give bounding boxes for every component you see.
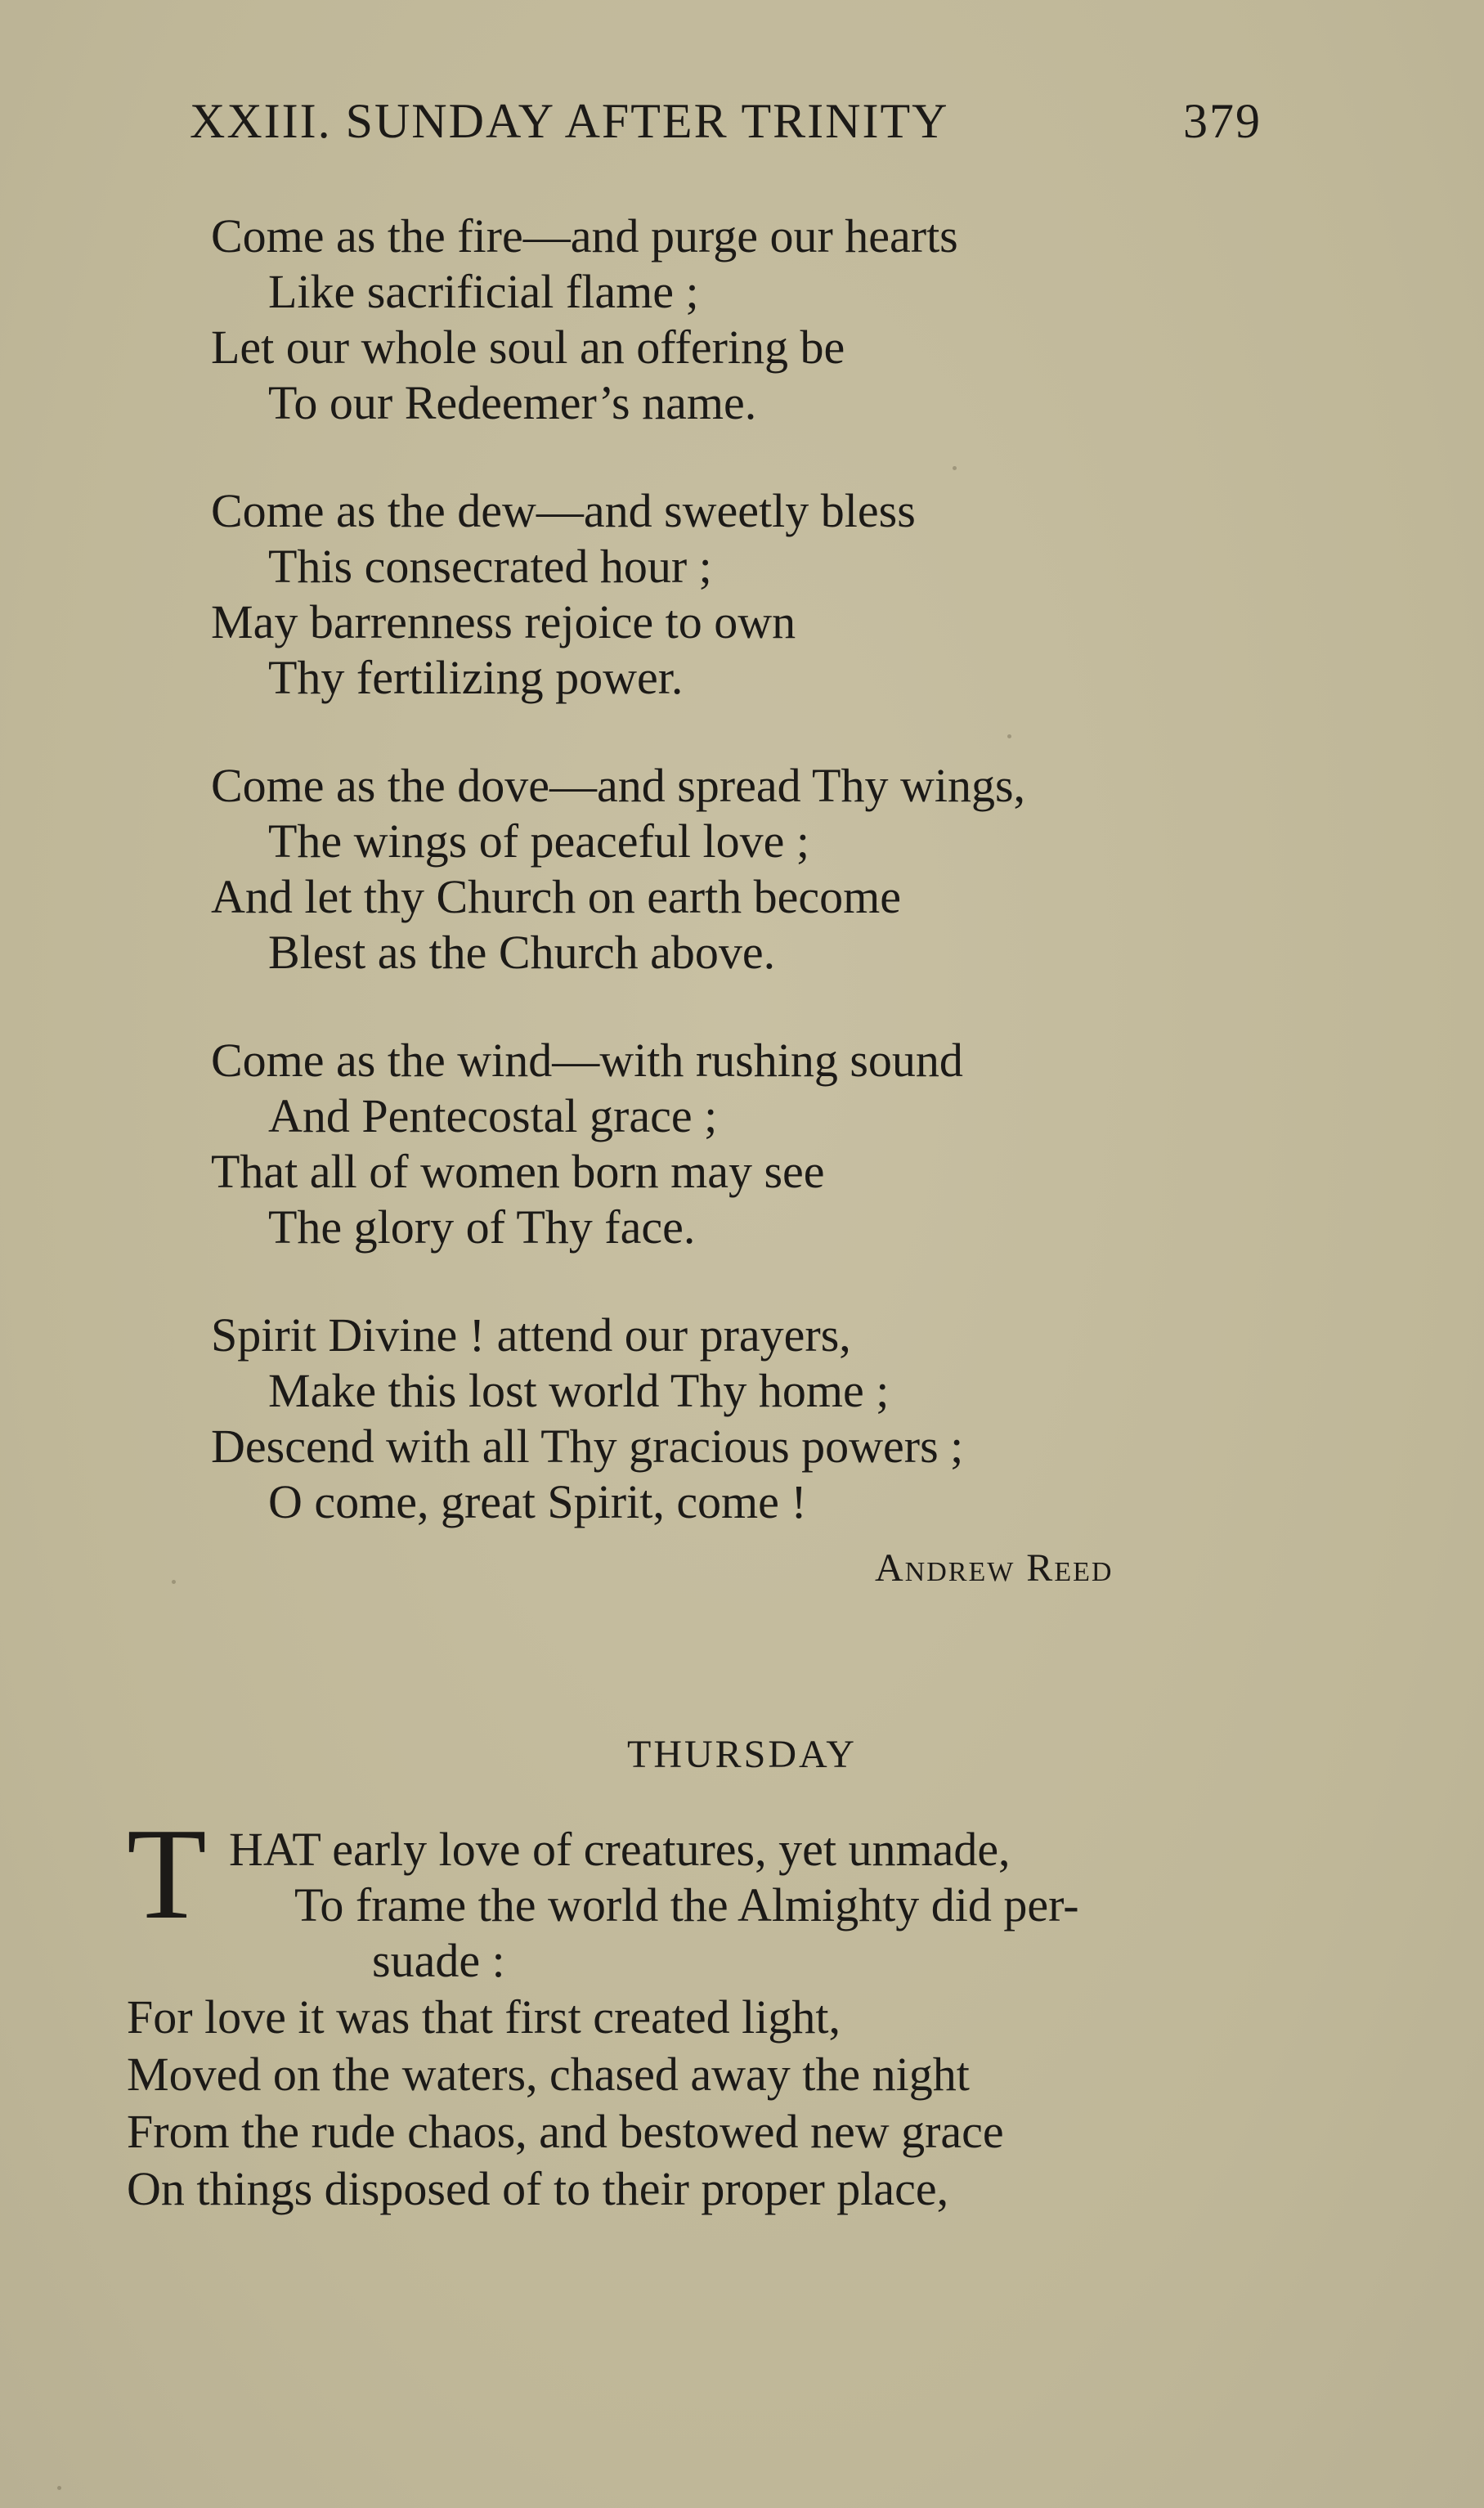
stanza-5 xyxy=(211,1308,1274,1530)
verse-line: Blest as the Church above. xyxy=(268,926,776,979)
running-head xyxy=(190,88,1293,154)
verse-line: On things disposed of to their proper place, xyxy=(127,2162,949,2215)
author-attribution: Andrew Reed xyxy=(875,1546,1114,1590)
verse-line: suade : xyxy=(372,1934,505,1987)
remaining-lines xyxy=(127,1989,1402,2218)
verse-line: Descend with all Thy gracious powers ; xyxy=(211,1420,964,1473)
verse-line: And Pentecostal grace ; xyxy=(268,1089,718,1142)
hymn xyxy=(211,209,1274,1582)
verse-line: Make this lost world Thy home ; xyxy=(268,1364,890,1417)
verse-line: May barrenness rejoice to own xyxy=(211,595,796,648)
verse-line: Let our whole soul an offering be xyxy=(211,321,845,374)
verse-line: And let thy Church on earth become xyxy=(211,870,901,923)
verse-line: Come as the dove—and spread Thy wings, xyxy=(211,759,1026,812)
running-head-title: XXIII. SUNDAY AFTER TRINITY xyxy=(190,94,949,148)
verse-line: Moved on the waters, chased away the night xyxy=(127,2048,970,2101)
verse-line: From the rude chaos, and bestowed new grace xyxy=(127,2105,1004,2158)
stanza-4 xyxy=(211,1033,1274,1255)
verse-line: HAT early love of creatures, yet unmade, xyxy=(229,1823,1011,1876)
verse-line: Come as the dew—and sweetly bless xyxy=(211,484,916,537)
verse-line: Thy fertilizing power. xyxy=(268,651,684,704)
verse-line: The wings of peaceful love ; xyxy=(268,814,809,868)
verse-line: This consecrated hour ; xyxy=(268,540,712,593)
page-number: 379 xyxy=(1183,94,1262,148)
verse-line: Spirit Divine ! attend our prayers, xyxy=(211,1308,851,1362)
verse-line: For love it was that first created light, xyxy=(127,1990,841,2044)
drop-cap: T xyxy=(127,1801,207,1946)
stanza-1 xyxy=(211,209,1274,431)
section-title: THURSDAY xyxy=(627,1733,857,1776)
verse-line: Come as the wind—with rushing sound xyxy=(211,1034,963,1087)
paper-speck xyxy=(1007,734,1011,738)
verse-line: Come as the fire—and purge our hearts xyxy=(211,209,958,262)
stanza-3 xyxy=(211,758,1274,980)
paper-speck xyxy=(57,2486,61,2490)
verse-line: Like sacrificial flame ; xyxy=(268,265,699,318)
stanza-2 xyxy=(211,483,1274,706)
verse-line: To frame the world the Almighty did per- xyxy=(294,1878,1079,1931)
paper-speck xyxy=(172,1580,176,1584)
opening-lines xyxy=(127,1801,1402,1989)
thursday-poem xyxy=(127,1801,1402,2218)
verse-line: That all of women born may see xyxy=(211,1145,825,1198)
verse-line: The glory of Thy face. xyxy=(268,1200,696,1254)
verse-line: O come, great Spirit, come ! xyxy=(268,1475,807,1528)
verse-line: To our Redeemer’s name. xyxy=(268,376,757,429)
paper-speck xyxy=(953,466,957,470)
